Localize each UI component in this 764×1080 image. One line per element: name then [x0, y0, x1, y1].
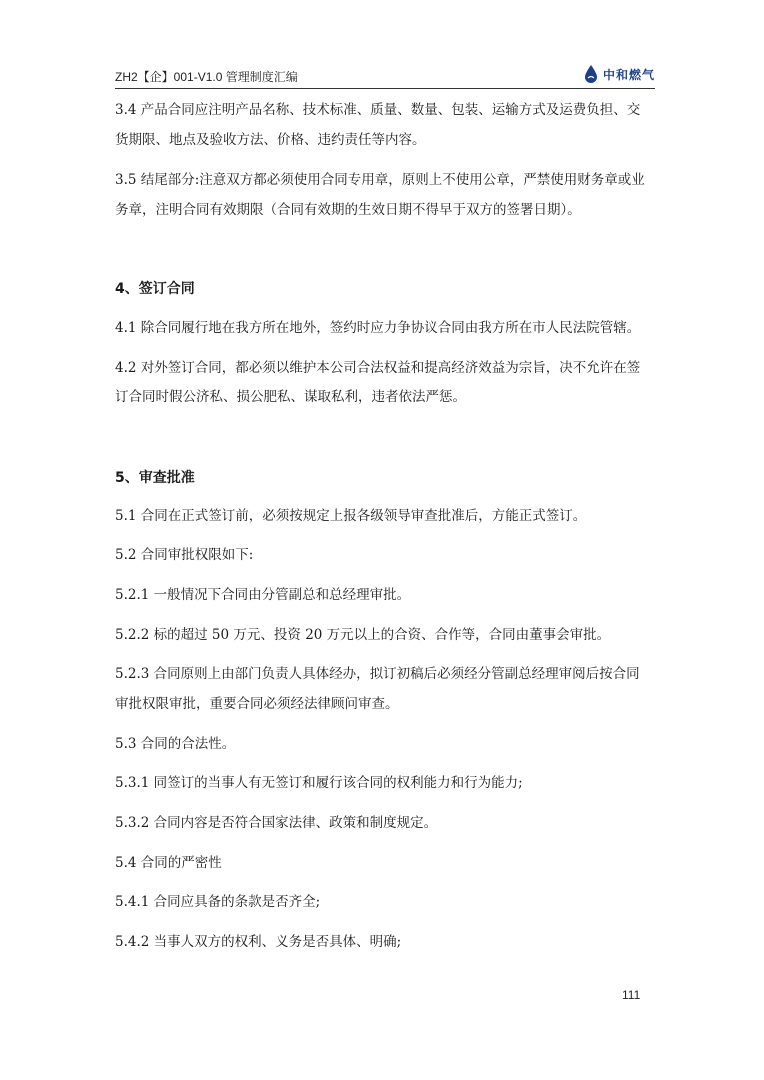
- paragraph-5-2-3-line2: 审批权限审批，重要合同必须经法律顾问审查。: [115, 696, 399, 712]
- paragraph-4-2-line1: 4.2 对外签订合同，都必须以维护本公司合法权益和提高经济效益为宗旨，决不允许在签: [115, 360, 641, 376]
- paragraph-5-4-1: 5.4.1 合同应具备的条款是否齐全;: [115, 894, 321, 910]
- paragraph-5-2-3-line1: 5.2.3 合同原则上由部门负责人具体经办，拟订初稿后必须经分管副总经理审阅后按合同: [115, 666, 640, 682]
- page-number: 111: [622, 988, 641, 1002]
- paragraph-5-3-1: 5.3.1 同签订的当事人有无签订和履行该合同的权利能力和行为能力;: [115, 775, 523, 791]
- logo-text: 中和燃气: [602, 67, 655, 82]
- paragraph-5-4: 5.4 合同的严密性: [115, 855, 222, 871]
- water-drop-icon: [583, 64, 599, 84]
- page-header: [115, 62, 655, 88]
- header-title: ZH2【企】001-V1.0 管理制度汇编: [115, 70, 298, 84]
- paragraph-5-3: 5.3 合同的合法性。: [115, 736, 236, 752]
- paragraph-5-4-2: 5.4.2 当事人双方的权利、义务是否具体、明确;: [115, 934, 402, 950]
- paragraph-5-2-2: 5.2.2 标的超过 50 万元、投资 20 万元以上的合资、合作等，合同由董事会审批。: [115, 627, 611, 643]
- paragraph-3-5-line1: 3.5 结尾部分:注意双方都必须使用合同专用章，原则上不使用公章，严禁使用财务章或业: [115, 172, 645, 188]
- paragraph-4-2-line2: 订合同时假公济私、损公肥私、谋取私利，违者依法严惩。: [115, 389, 466, 405]
- header-divider: [115, 88, 655, 89]
- paragraph-5-2-1: 5.2.1 一般情况下合同由分管副总和总经理审批。: [115, 587, 411, 603]
- section-4-heading: 4、签订合同: [115, 281, 195, 297]
- paragraph-3-5-line2: 务章，注明合同有效期限（合同有效期的生效日期不得早于双方的签署日期）。: [115, 202, 581, 218]
- paragraph-5-2: 5.2 合同审批权限如下:: [115, 547, 254, 563]
- paragraph-5-1: 5.1 合同在正式签订前，必须按规定上报各级领导审查批准后，方能正式签订。: [115, 508, 587, 524]
- section-5-heading: 5、审查批准: [115, 470, 195, 486]
- paragraph-3-4-line2: 货期限、地点及验收方法、价格、违约责任等内容。: [115, 132, 426, 148]
- paragraph-4-1: 4.1 除合同履行地在我方所在地外，签约时应力争协议合同由我方所在市人民法院管辖。: [115, 320, 641, 336]
- company-logo: [583, 62, 655, 86]
- paragraph-3-4-line1: 3.4 产品合同应注明产品名称、技术标准、质量、数量、包装、运输方式及运费负担、交: [115, 102, 641, 118]
- paragraph-5-3-2: 5.3.2 合同内容是否符合国家法律、政策和制度规定。: [115, 815, 438, 831]
